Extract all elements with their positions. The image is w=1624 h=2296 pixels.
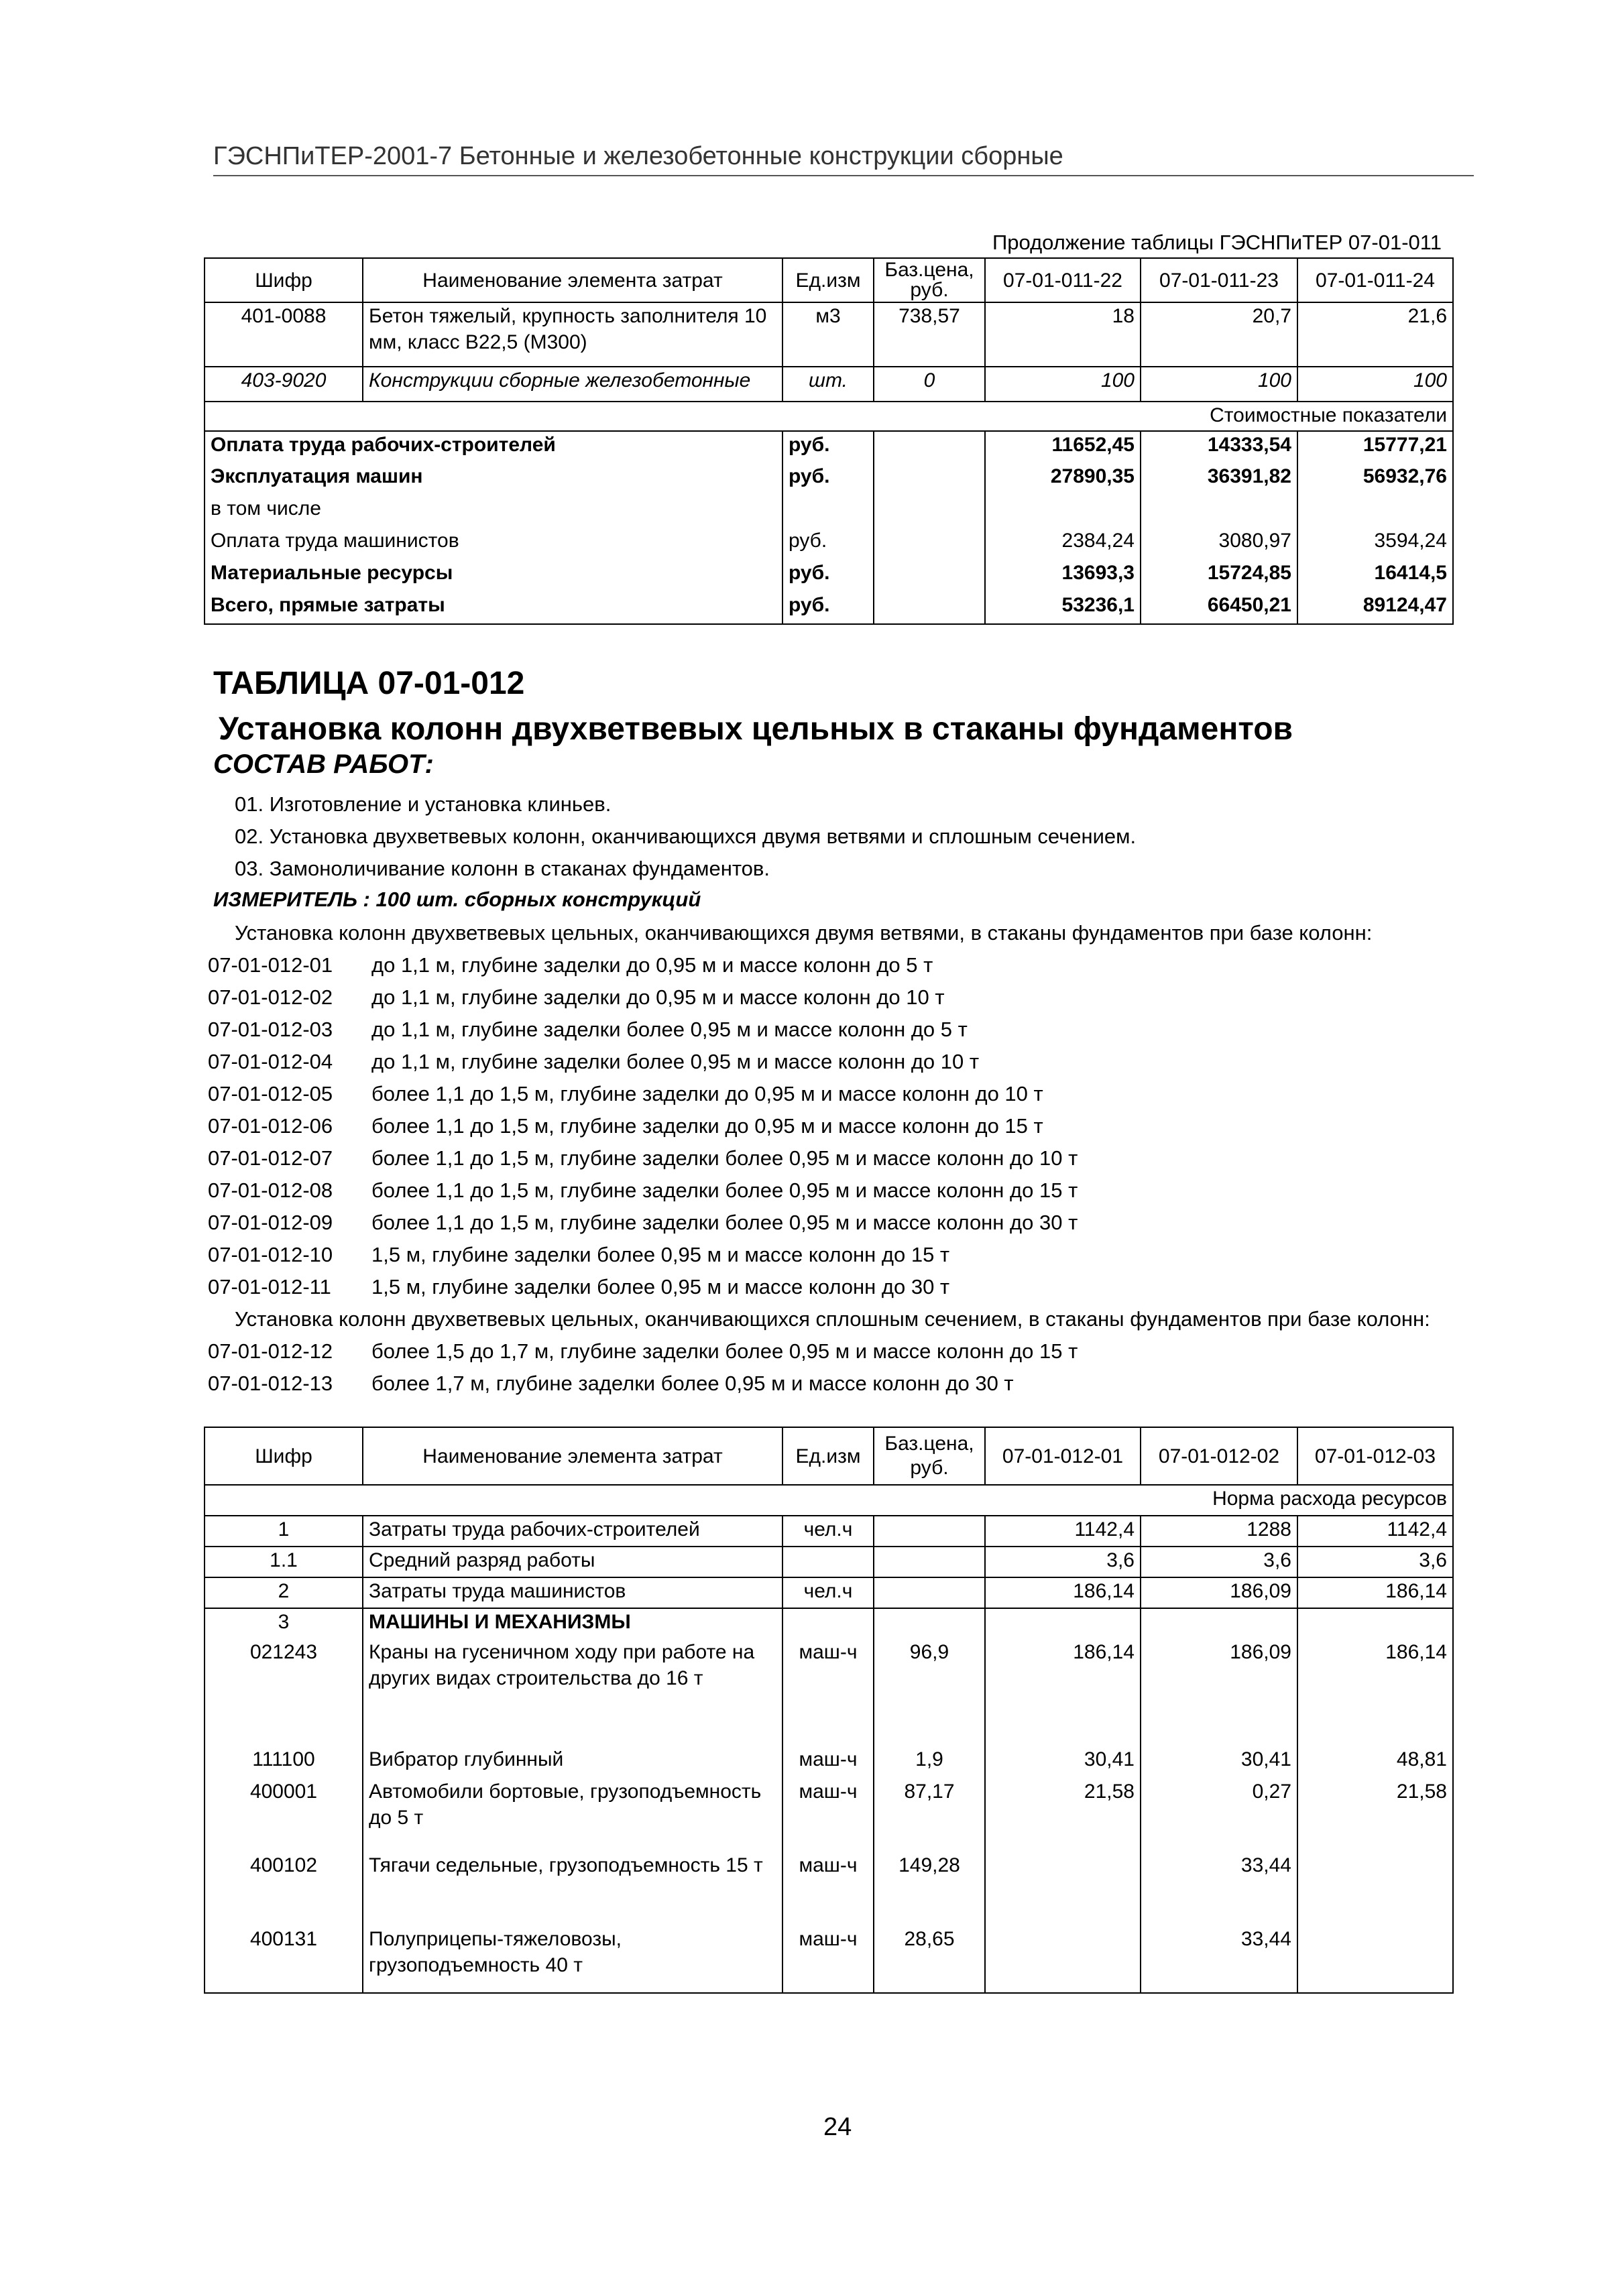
table2-r6-v2: 0,27 [1141, 1778, 1297, 1852]
table2-header-price: Баз.цена, руб. [874, 1427, 985, 1485]
table1-c2-v2 [1141, 495, 1297, 528]
table1-c1-v2: 36391,82 [1141, 463, 1297, 495]
table1-c3-v3: 3594,24 [1297, 528, 1453, 560]
work-item-3: 03. Замоноличивание колонн в стаканах фундаментов. [235, 857, 770, 880]
table1-c5-unit: руб. [782, 592, 874, 624]
item-code: 07-01-012-07 [208, 1146, 333, 1170]
work-item-2: 02. Установка двухветвевых колонн, оканчивающихся двумя ветвями и сплошным сечением. [235, 825, 1137, 848]
table1-c4-price [874, 560, 985, 592]
table1-r1-code: 403-9020 [205, 367, 363, 402]
table1-header-code: Шифр [205, 258, 363, 302]
table2-r7-unit: маш-ч [782, 1852, 874, 1926]
item-code: 07-01-012-05 [208, 1082, 333, 1105]
table-title: ТАБЛИЦА 07-01-012 [213, 666, 525, 701]
item-description: до 1,1 м, глубине заделки более 0,95 м и массе колонн до 5 т [371, 1018, 968, 1041]
table1-r0-name: Бетон тяжелый, крупность заполнителя 10 мм, класс В22,5 (М300) [363, 302, 782, 367]
table1-c3-unit: руб. [782, 528, 874, 560]
table2-r5-v3: 48,81 [1297, 1746, 1453, 1778]
table-row [205, 1778, 1453, 1852]
item-description: более 1,1 до 1,5 м, глубине заделки более 0,95 м и массе колонн до 15 т [371, 1179, 1078, 1202]
item-description: до 1,1 м, глубине заделки более 0,95 м и массе колонн до 10 т [371, 1050, 980, 1073]
table2-r4-code: 021243 [205, 1639, 363, 1746]
item-code: 07-01-012-12 [208, 1339, 333, 1363]
table2-r0-v2: 1288 [1141, 1516, 1297, 1547]
table2-r6-v1: 21,58 [985, 1778, 1141, 1852]
table1-r1-price: 0 [874, 367, 985, 402]
table2-r4-v3: 186,14 [1297, 1639, 1453, 1746]
table1-c2-v3 [1297, 495, 1453, 528]
table2-r1-name: Средний разряд работы [363, 1547, 782, 1577]
table2-r7-v1 [985, 1852, 1141, 1926]
table-subtitle: Установка колонн двухветвевых цельных в стаканы фундаментов [219, 711, 1293, 747]
table1-c5-v2: 66450,21 [1141, 592, 1297, 624]
table1-section-row [205, 402, 1453, 431]
table2-r0-code: 1 [205, 1516, 363, 1547]
table1-r0-v2: 20,7 [1141, 302, 1297, 367]
table1-section-label: Стоимостные показатели [205, 402, 1453, 431]
table2-r8-unit: маш-ч [782, 1926, 874, 1993]
table1-c0-v1: 11652,45 [985, 431, 1141, 463]
table-row [205, 302, 1453, 367]
table1-header-col22: 07-01-011-22 [985, 258, 1141, 302]
item-description: более 1,1 до 1,5 м, глубине заделки более 0,95 м и массе колонн до 10 т [371, 1146, 1078, 1170]
table1-r1-unit: шт. [782, 367, 874, 402]
table1-r0-v1: 18 [985, 302, 1141, 367]
table-row [205, 1608, 1453, 1639]
table2-r0-unit: чел.ч [782, 1516, 874, 1547]
intro-solid-section: Установка колонн двухветвевых цельных, оканчивающихся сплошным сечением, в стаканы фундаментов при базе колонн: [235, 1307, 1430, 1331]
table1-c0-v3: 15777,21 [1297, 431, 1453, 463]
table2-r6-v3: 21,58 [1297, 1778, 1453, 1852]
table1-r1-v1: 100 [985, 367, 1141, 402]
table1-c3-v1: 2384,24 [985, 528, 1141, 560]
table1-c4-v2: 15724,85 [1141, 560, 1297, 592]
table-row [205, 431, 1453, 463]
table2-header-name: Наименование элемента затрат [363, 1427, 782, 1485]
table2-r3-name: МАШИНЫ И МЕХАНИЗМЫ [363, 1608, 782, 1639]
table1-header-row [205, 258, 1453, 302]
continuation-note: Продолжение таблицы ГЭСНПиТЕР 07-01-011 [992, 231, 1442, 254]
table2-r0-price [874, 1516, 985, 1547]
table-row [205, 1926, 1453, 1993]
table2-r8-v3 [1297, 1926, 1453, 1993]
table2-r0-v3: 1142,4 [1297, 1516, 1453, 1547]
table1-c2-name: в том числе [205, 495, 782, 528]
item-description: более 1,1 до 1,5 м, глубине заделки до 0,95 м и массе колонн до 15 т [371, 1114, 1043, 1138]
table2-r5-unit: маш-ч [782, 1746, 874, 1778]
table1-c5-price [874, 592, 985, 624]
table2-r1-v3: 3,6 [1297, 1547, 1453, 1577]
table1-c1-v3: 56932,76 [1297, 463, 1453, 495]
page-number: 24 [823, 2113, 852, 2141]
table-row [205, 1852, 1453, 1926]
table2-r2-price [874, 1577, 985, 1608]
table2-r2-name: Затраты труда машинистов [363, 1577, 782, 1608]
table-07-01-012 [204, 1427, 1454, 1994]
table1-header-name: Наименование элемента затрат [363, 258, 782, 302]
table2-r2-v2: 186,09 [1141, 1577, 1297, 1608]
table2-r6-code: 400001 [205, 1778, 363, 1852]
table2-r1-v1: 3,6 [985, 1547, 1141, 1577]
table2-r6-price: 87,17 [874, 1778, 985, 1852]
table2-header-unit: Ед.изм [782, 1427, 874, 1485]
table-row [205, 592, 1453, 624]
table2-header-col01: 07-01-012-01 [985, 1427, 1141, 1485]
table2-r7-code: 400102 [205, 1852, 363, 1926]
table2-r3-code: 3 [205, 1608, 363, 1639]
table2-r8-code: 400131 [205, 1926, 363, 1993]
item-description: более 1,7 м, глубине заделки более 0,95 м и массе колонн до 30 т [371, 1372, 1014, 1395]
table1-c1-v1: 27890,35 [985, 463, 1141, 495]
table1-header-price: Баз.цена, руб. [874, 258, 985, 302]
table2-r0-name: Затраты труда рабочих-строителей [363, 1516, 782, 1547]
table1-r0-v3: 21,6 [1297, 302, 1453, 367]
table1-r0-code: 401-0088 [205, 302, 363, 367]
item-description: 1,5 м, глубине заделки более 0,95 м и массе колонн до 15 т [371, 1243, 950, 1266]
measure-unit: ИЗМЕРИТЕЛЬ : 100 шт. сборных конструкций [213, 888, 701, 911]
table2-r3-v3 [1297, 1608, 1453, 1639]
table1-c0-v2: 14333,54 [1141, 431, 1297, 463]
table2-r3-v1 [985, 1608, 1141, 1639]
table2-section-label: Норма расхода ресурсов [205, 1485, 1453, 1516]
table1-r1-v3: 100 [1297, 367, 1453, 402]
table2-r4-v2: 186,09 [1141, 1639, 1297, 1746]
table1-c3-v2: 3080,97 [1141, 528, 1297, 560]
table2-r8-v2: 33,44 [1141, 1926, 1297, 1993]
table-row [205, 560, 1453, 592]
table2-r2-unit: чел.ч [782, 1577, 874, 1608]
table2-section-row [205, 1485, 1453, 1516]
running-header: ГЭСНПиТЕР-2001-7 Бетонные и железобетонные конструкции сборные [213, 142, 1474, 176]
item-code: 07-01-012-01 [208, 953, 333, 977]
table-07-01-011-continuation [204, 257, 1454, 625]
table1-c2-v1 [985, 495, 1141, 528]
table1-c0-name: Оплата труда рабочих-строителей [205, 431, 782, 463]
item-code: 07-01-012-11 [208, 1275, 331, 1298]
table2-r3-v2 [1141, 1608, 1297, 1639]
table1-header-col24: 07-01-011-24 [1297, 258, 1453, 302]
table2-header-code: Шифр [205, 1427, 363, 1485]
item-code: 07-01-012-09 [208, 1211, 333, 1234]
table1-c4-v3: 16414,5 [1297, 560, 1453, 592]
table2-r4-v1: 186,14 [985, 1639, 1141, 1746]
table2-header-col02: 07-01-012-02 [1141, 1427, 1297, 1485]
table1-c3-price [874, 528, 985, 560]
table2-r5-code: 111100 [205, 1746, 363, 1778]
table-row [205, 1639, 1453, 1746]
table2-r7-name: Тягачи седельные, грузоподъемность 15 т [363, 1852, 782, 1926]
table1-c0-price [874, 431, 985, 463]
table2-r6-unit: маш-ч [782, 1778, 874, 1852]
table1-r1-v2: 100 [1141, 367, 1297, 402]
item-code: 07-01-012-06 [208, 1114, 333, 1138]
table2-r5-price: 1,9 [874, 1746, 985, 1778]
work-item-1: 01. Изготовление и установка клиньев. [235, 792, 612, 816]
table1-c1-name: Эксплуатация машин [205, 463, 782, 495]
item-description: 1,5 м, глубине заделки более 0,95 м и массе колонн до 30 т [371, 1275, 950, 1298]
item-code: 07-01-012-04 [208, 1050, 333, 1073]
table2-r3-unit [782, 1608, 874, 1639]
item-code: 07-01-012-03 [208, 1018, 333, 1041]
item-code: 07-01-012-02 [208, 985, 333, 1009]
table2-r5-v1: 30,41 [985, 1746, 1141, 1778]
item-description: до 1,1 м, глубине заделки до 0,95 м и массе колонн до 10 т [371, 985, 945, 1009]
table1-c1-price [874, 463, 985, 495]
table2-r8-v1 [985, 1926, 1141, 1993]
item-code: 07-01-012-08 [208, 1179, 333, 1202]
table-row [205, 463, 1453, 495]
works-title: СОСТАВ РАБОТ: [213, 749, 434, 779]
table2-r1-unit [782, 1547, 874, 1577]
table2-r4-price: 96,9 [874, 1639, 985, 1746]
table1-c2-price [874, 495, 985, 528]
item-description: более 1,5 до 1,7 м, глубине заделки более 0,95 м и массе колонн до 15 т [371, 1339, 1078, 1363]
table1-c4-v1: 13693,3 [985, 560, 1141, 592]
table2-r4-name: Краны на гусеничном ходу при работе на других видах строительства до 16 т [363, 1639, 782, 1746]
table2-r6-name: Автомобили бортовые, грузоподъемность до 5 т [363, 1778, 782, 1852]
table-row [205, 1516, 1453, 1547]
table1-header-unit: Ед.изм [782, 258, 874, 302]
table1-c5-name: Всего, прямые затраты [205, 592, 782, 624]
table2-r7-v3 [1297, 1852, 1453, 1926]
table1-c1-unit: руб. [782, 463, 874, 495]
table1-r1-name: Конструкции сборные железобетонные [363, 367, 782, 402]
table-row [205, 1577, 1453, 1608]
table-row [205, 367, 1453, 402]
table2-r2-v1: 186,14 [985, 1577, 1141, 1608]
table2-r1-v2: 3,6 [1141, 1547, 1297, 1577]
table2-header-col03: 07-01-012-03 [1297, 1427, 1453, 1485]
intro-two-branches: Установка колонн двухветвевых цельных, оканчивающихся двумя ветвями, в стаканы фундаментов при базе колонн: [235, 921, 1373, 945]
table2-r2-code: 2 [205, 1577, 363, 1608]
table2-r7-v2: 33,44 [1141, 1852, 1297, 1926]
table-row [205, 528, 1453, 560]
table2-r5-name: Вибратор глубинный [363, 1746, 782, 1778]
table-row [205, 495, 1453, 528]
table2-r1-code: 1.1 [205, 1547, 363, 1577]
item-description: более 1,1 до 1,5 м, глубине заделки более 0,95 м и массе колонн до 30 т [371, 1211, 1078, 1234]
table2-r1-price [874, 1547, 985, 1577]
table2-r4-unit: маш-ч [782, 1639, 874, 1746]
table2-r7-price: 149,28 [874, 1852, 985, 1926]
table1-header-col23: 07-01-011-23 [1141, 258, 1297, 302]
table2-r0-v1: 1142,4 [985, 1516, 1141, 1547]
table2-r3-price [874, 1608, 985, 1639]
table2-r2-v3: 186,14 [1297, 1577, 1453, 1608]
table1-c0-unit: руб. [782, 431, 874, 463]
table1-c5-v1: 53236,1 [985, 592, 1141, 624]
item-description: более 1,1 до 1,5 м, глубине заделки до 0,95 м и массе колонн до 10 т [371, 1082, 1043, 1105]
table1-c4-name: Материальные ресурсы [205, 560, 782, 592]
table1-c4-unit: руб. [782, 560, 874, 592]
table2-r8-price: 28,65 [874, 1926, 985, 1993]
table1-r0-price: 738,57 [874, 302, 985, 367]
item-code: 07-01-012-13 [208, 1372, 333, 1395]
item-description: до 1,1 м, глубине заделки до 0,95 м и массе колонн до 5 т [371, 953, 933, 977]
item-code: 07-01-012-10 [208, 1243, 333, 1266]
table-row [205, 1746, 1453, 1778]
table2-r8-name: Полуприцепы-тяжеловозы, грузоподъемность 40 т [363, 1926, 782, 1993]
table2-r5-v2: 30,41 [1141, 1746, 1297, 1778]
table1-c2-unit [782, 495, 874, 528]
table1-c3-name: Оплата труда машинистов [205, 528, 782, 560]
table2-header-row [205, 1427, 1453, 1485]
table-row [205, 1547, 1453, 1577]
table1-r0-unit: м3 [782, 302, 874, 367]
table1-c5-v3: 89124,47 [1297, 592, 1453, 624]
